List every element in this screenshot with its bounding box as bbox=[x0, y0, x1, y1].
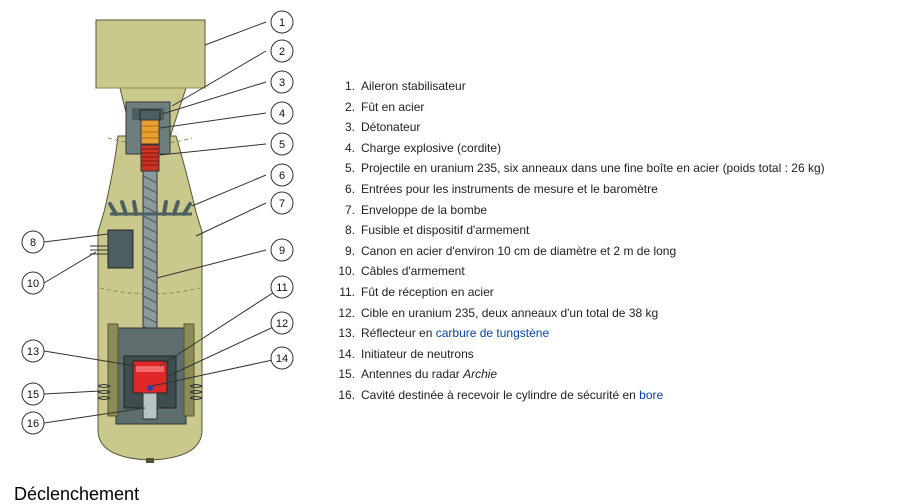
callout-2 bbox=[271, 40, 293, 62]
legend-item-10: 10. Câbles d'armement bbox=[338, 264, 465, 279]
archie-italic: Archie bbox=[463, 367, 498, 382]
legend-item-11: 11. Fût de réception en acier bbox=[339, 284, 494, 299]
legend-item-13: 13. Réflecteur en carbure de tungstène bbox=[338, 326, 550, 341]
svg-text:3: 3 bbox=[278, 77, 286, 89]
svg-text:16: 16 bbox=[26, 418, 40, 430]
legend-item-8: 8. Fusible et dispositif d'armement bbox=[344, 223, 530, 238]
callout-1 bbox=[271, 11, 293, 33]
bomb-diagram bbox=[0, 0, 310, 470]
svg-text:14: 14 bbox=[275, 353, 289, 365]
legend-item-16: 16. Cavité destinée à recevoir le cylindre de sécurité en bore bbox=[338, 387, 664, 402]
legend-item-5: 5. Projectile en uranium 235, six anneaux dans une fine boîte en acier (poids total : 26 kg) bbox=[344, 161, 825, 176]
callout-16 bbox=[22, 412, 44, 434]
legend-list bbox=[333, 76, 825, 406]
svg-text:8: 8 bbox=[29, 237, 37, 249]
svg-text:2: 2 bbox=[278, 46, 286, 58]
legend-item-12: 12. Cible en uranium 235, deux anneaux d'un total de 38 kg bbox=[338, 305, 659, 320]
legend-item-15: 15. Antennes du radar Archie bbox=[338, 367, 498, 382]
svg-text:12: 12 bbox=[275, 318, 289, 330]
legend-item-7: 7. Enveloppe de la bombe bbox=[344, 202, 488, 217]
section-heading: Déclenchement bbox=[14, 484, 140, 504]
callout-5 bbox=[271, 133, 293, 155]
arming-fuse-box bbox=[108, 230, 133, 268]
callout-8 bbox=[22, 231, 44, 253]
link-boron[interactable]: bore bbox=[639, 387, 664, 402]
legend-item-2: 2. Fût en acier bbox=[344, 99, 425, 114]
svg-text:4: 4 bbox=[278, 108, 286, 120]
svg-text:1: 1 bbox=[278, 17, 286, 29]
svg-text:9: 9 bbox=[278, 245, 286, 257]
callout-4 bbox=[271, 102, 293, 124]
legend-item-3: 3. Détonateur bbox=[344, 120, 421, 135]
svg-text:7: 7 bbox=[278, 198, 286, 210]
explosive-charge bbox=[141, 120, 159, 144]
callout-10 bbox=[22, 272, 44, 294]
callout-15 bbox=[22, 383, 44, 405]
legend-item-4: 4. Charge explosive (cordite) bbox=[344, 140, 502, 155]
uranium-projectile bbox=[141, 145, 159, 171]
svg-text:10: 10 bbox=[26, 278, 40, 290]
legend-item-6: 6. Entrées pour les instruments de mesure et le baromètre bbox=[344, 181, 658, 196]
link-tungsten-carbide[interactable]: carbure de tungstène bbox=[435, 326, 550, 341]
svg-text:15: 15 bbox=[26, 389, 40, 401]
callout-14 bbox=[271, 347, 293, 369]
legend-item-1: 1. Aileron stabilisateur bbox=[344, 79, 466, 93]
callout-12 bbox=[271, 312, 293, 334]
svg-text:6: 6 bbox=[278, 170, 286, 182]
boron-cavity bbox=[143, 393, 157, 419]
callout-9 bbox=[271, 239, 293, 261]
legend-item-9: 9. Canon en acier d'environ 10 cm de diamètre et 2 m de long bbox=[344, 243, 677, 258]
svg-text:5: 5 bbox=[278, 139, 286, 151]
callout-11 bbox=[271, 276, 293, 298]
svg-text:11: 11 bbox=[276, 282, 288, 294]
callout-3 bbox=[271, 71, 293, 93]
svg-text:13: 13 bbox=[26, 346, 40, 358]
callout-6 bbox=[271, 164, 293, 186]
callout-7 bbox=[271, 192, 293, 214]
callout-13 bbox=[22, 340, 44, 362]
legend-item-14: 14. Initiateur de neutrons bbox=[338, 346, 474, 361]
detonator bbox=[140, 110, 160, 120]
